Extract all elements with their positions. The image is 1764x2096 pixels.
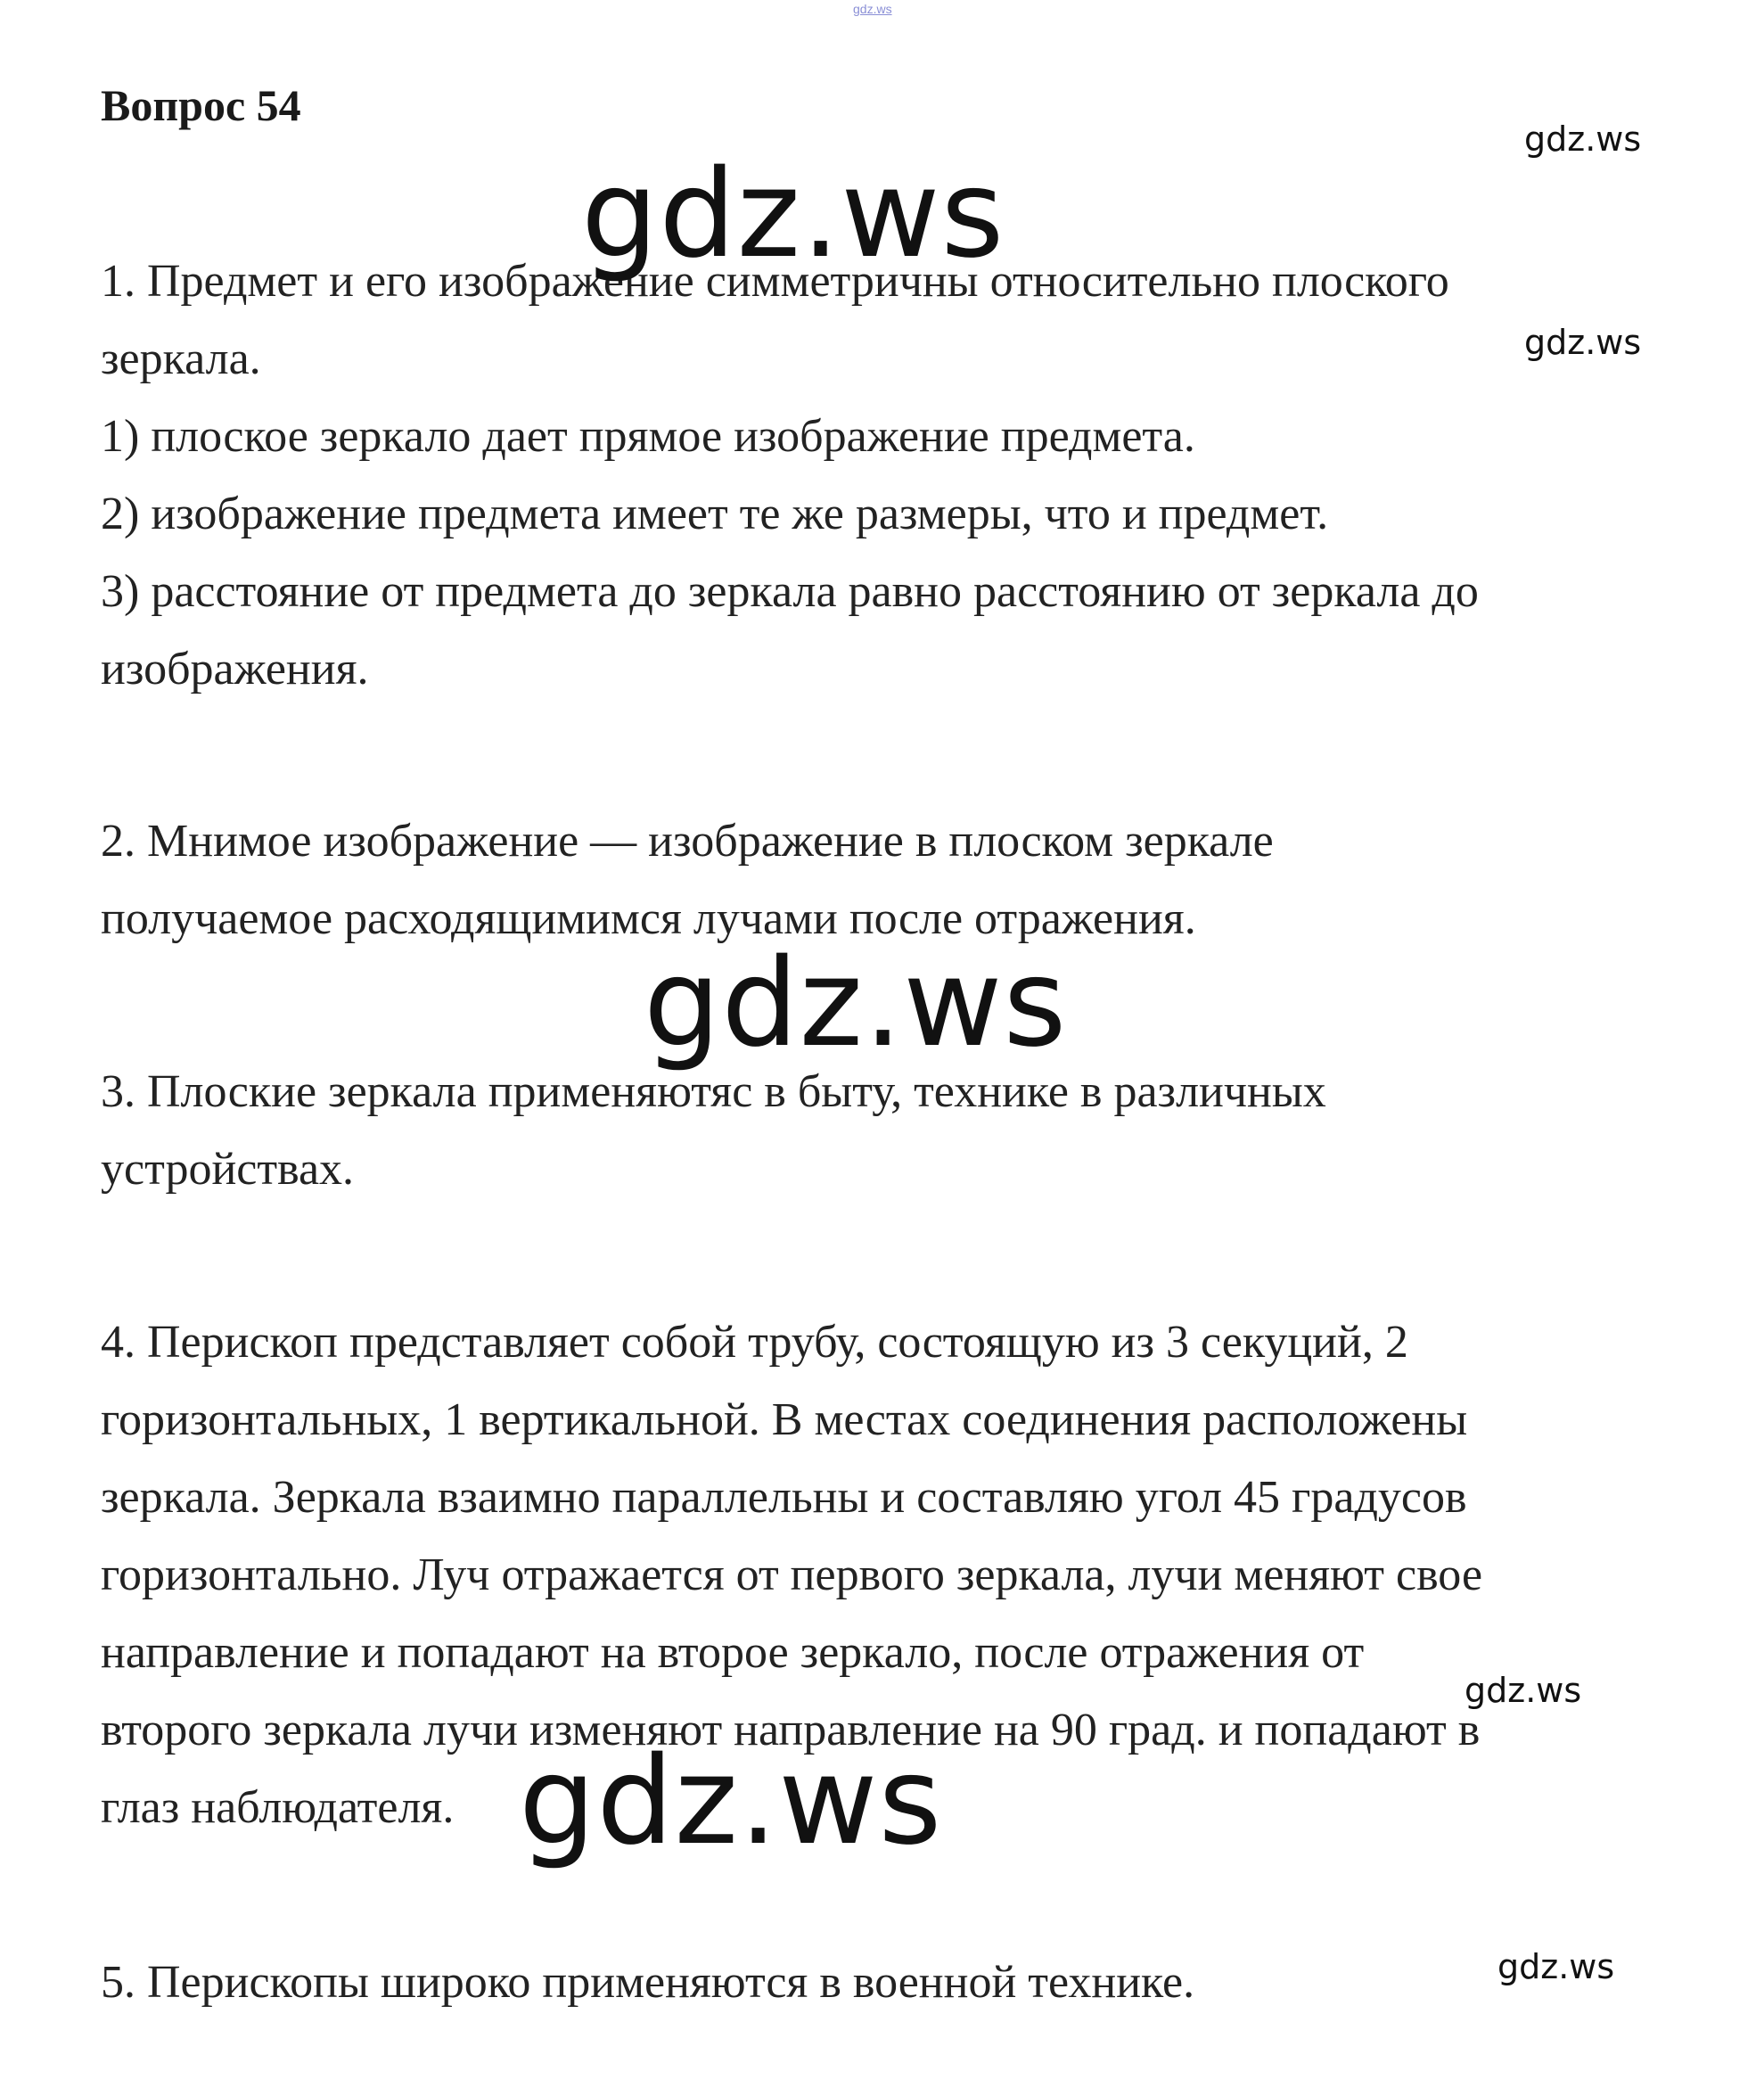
watermark-small: gdz.ws [1465, 1671, 1582, 1710]
answer-item-1 [101, 242, 1661, 708]
answer-2-line-1: 2. Мнимое изображение — изображение в плоском зеркале [101, 816, 1274, 867]
answer-1-line-1: 1. Предмет и его изображение симметричны относительно плоского [101, 256, 1449, 307]
answer-1-sub-1: 1) плоское зеркало дает прямое изображение предмета. [101, 411, 1195, 462]
watermark-small: gdz.ws [1524, 119, 1642, 159]
answer-1-line-2: зеркала. [101, 333, 261, 384]
answer-3-line-2: устройствах. [101, 1144, 355, 1195]
answer-2-line-2: получаемое расходящимимся лучами после отражения. [101, 893, 1196, 944]
watermark-small: gdz.ws [1524, 323, 1642, 362]
answer-4-line-2: горизонтальных, 1 вертикальной. В местах соединения расположены [101, 1394, 1468, 1445]
answer-4-line-3: зеркала. Зеркала взаимно параллельны и составляю угол 45 градусов [101, 1472, 1467, 1523]
answer-item-3 [101, 1053, 1661, 1208]
answer-4-line-1: 4. Перископ представляет собой трубу, состоящую из 3 секуций, 2 [101, 1317, 1408, 1368]
page-title: Вопрос 54 [101, 80, 301, 130]
top-watermark-link[interactable]: gdz.ws [853, 2, 892, 16]
watermark-large: gdz.ws [644, 933, 1068, 1074]
answer-1-sub-3-line-1: 3) расстояние от предмета до зеркала равно расстоянию от зеркала до [101, 566, 1479, 617]
answer-item-5 [101, 1944, 1661, 2021]
watermark-small: gdz.ws [1497, 1947, 1615, 1986]
watermark-large: gdz.ws [581, 144, 1005, 285]
watermark-large: gdz.ws [519, 1731, 943, 1872]
answer-4-line-5: направление и попадают на второе зеркало, после отражения от [101, 1627, 1365, 1678]
answer-1-sub-3-line-2: изображения. [101, 644, 369, 695]
answer-4-line-6: второго зеркала лучи изменяют направление на 90 град. и попадают в [101, 1705, 1481, 1755]
answer-4-line-7: глаз наблюдателя. [101, 1782, 455, 1833]
answer-3-line-1: 3. Плоские зеркала применяютяс в быту, технике в различных [101, 1066, 1326, 1117]
answer-1-sub-2: 2) изображение предмета имеет те же размеры, что и предмет. [101, 489, 1329, 539]
answer-4-line-4: горизонтально. Луч отражается от первого зеркала, лучи меняют свое [101, 1549, 1483, 1600]
answer-5-line-1: 5. Перископы широко применяются в военной технике. [101, 1957, 1195, 2008]
